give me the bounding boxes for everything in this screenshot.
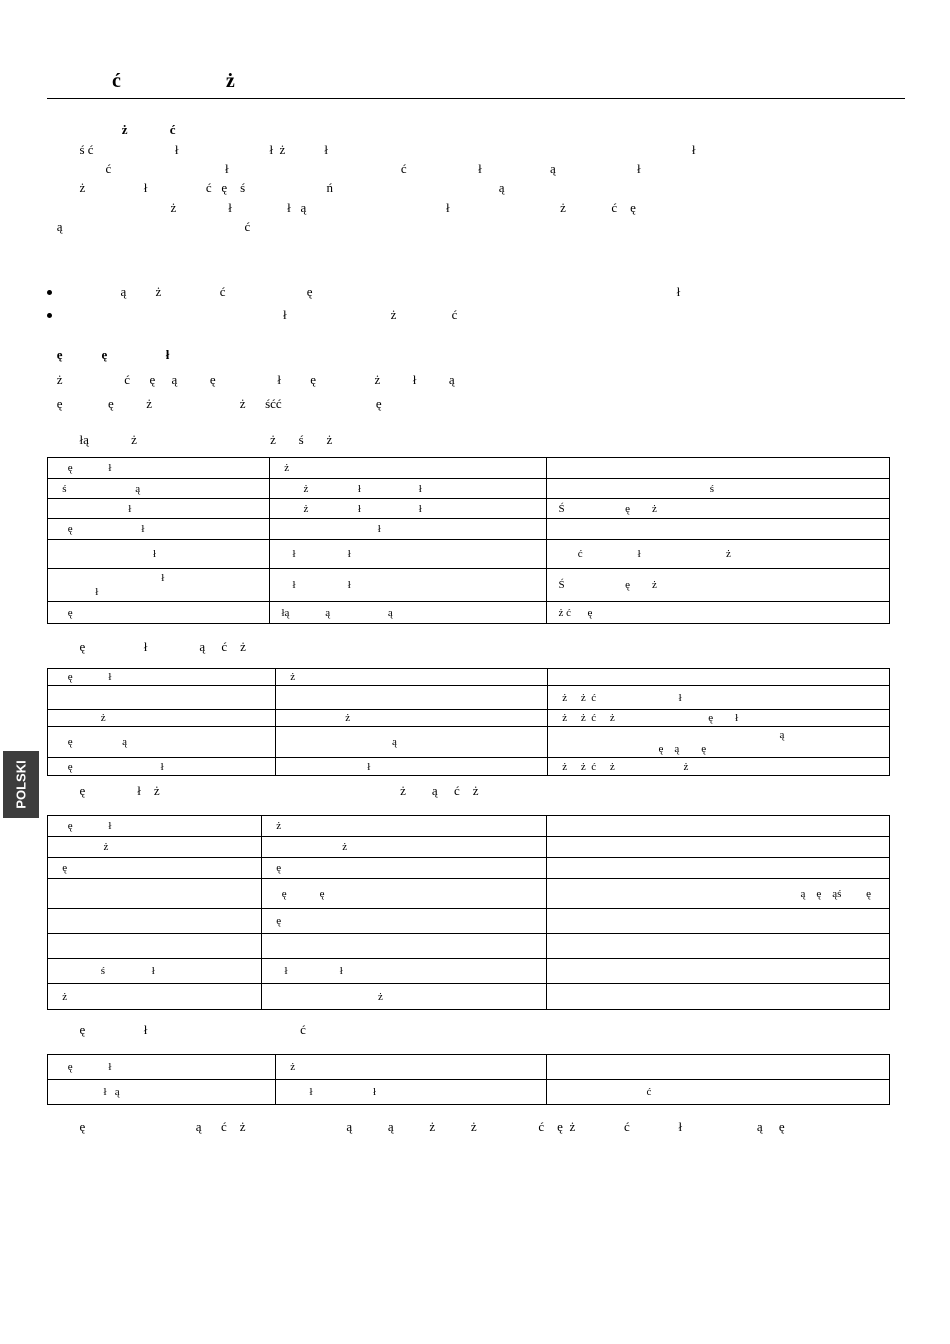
table-cell: ę [48, 858, 262, 879]
table-cell: ą ę ąś ę [547, 879, 890, 909]
table-cell: ś ą [48, 479, 270, 499]
table-cell [48, 934, 262, 959]
table-cell [547, 909, 890, 934]
table-row [48, 499, 890, 519]
table-row [48, 837, 890, 858]
bullet-dot-icon [47, 313, 52, 318]
table-cell [48, 686, 276, 710]
intro-heading: ż ć [47, 122, 176, 137]
table-cell: ł ł [48, 569, 270, 602]
table-cell: ę ł [48, 1055, 276, 1080]
table-cell: ł [270, 519, 547, 540]
table-cell [547, 858, 890, 879]
table-cell: ż ć ę [547, 602, 890, 624]
table-row [48, 758, 890, 776]
intro-line: ą ć [47, 219, 251, 234]
bullet-text: ą ż ć ę ł [62, 284, 681, 299]
table-cell: ę [48, 602, 270, 624]
table-cell: ę [262, 858, 547, 879]
section-line: ę ę ż ż śćć ę [47, 396, 382, 411]
table-row [48, 727, 890, 758]
table-cell: ę ł [48, 816, 262, 837]
table-cell: ż [48, 710, 276, 727]
table-cell: ę [262, 909, 547, 934]
table-cell [262, 934, 547, 959]
table-caption: łą ż ż ś ż [47, 432, 333, 447]
table-row [48, 909, 890, 934]
table-cell: ż [276, 669, 548, 686]
table-cell [547, 934, 890, 959]
table-cell [547, 816, 890, 837]
table-cell [547, 458, 890, 479]
section-heading: ę ę ł [47, 347, 170, 362]
data-table [47, 1054, 890, 1105]
table-cell: ł [48, 499, 270, 519]
table-row [48, 710, 890, 727]
table-cell: ą ę ą ę [548, 727, 890, 758]
intro-line: ś ć ł ł ż ł ł [47, 142, 696, 157]
table-cell [48, 909, 262, 934]
table-header-row [48, 669, 890, 686]
table-cell: ł ł [270, 540, 547, 569]
table-cell: ę ę [262, 879, 547, 909]
table-cell: ł ł [276, 1080, 547, 1105]
data-table [47, 668, 890, 776]
table-row [48, 479, 890, 499]
table-cell [276, 686, 548, 710]
intro-line: ż ł ł ą ł ż ć ę [47, 200, 636, 215]
table-cell: ż ł ł [270, 479, 547, 499]
table-header-row [48, 816, 890, 837]
table-cell: ż ż ć ż ę ł [548, 710, 890, 727]
table-cell: ć ł ż [547, 540, 890, 569]
table-cell [48, 879, 262, 909]
table-row [48, 984, 890, 1010]
table-cell: ś [547, 479, 890, 499]
table-cell [547, 837, 890, 858]
table-cell: ż ż ć ż ż [548, 758, 890, 776]
table-cell: ą [276, 727, 548, 758]
table-row [48, 602, 890, 624]
intro-line: ż ł ć ę ś ń ą [47, 180, 505, 195]
table-cell: ł ł [270, 569, 547, 602]
table-cell [547, 1055, 890, 1080]
table-cell: ł ł [262, 959, 547, 984]
table-row [48, 934, 890, 959]
data-table [47, 815, 890, 1010]
table-cell: ż [276, 1055, 547, 1080]
table-cell: ę ł [48, 758, 276, 776]
table-cell: ż [48, 984, 262, 1010]
table-row [48, 686, 890, 710]
table-row [48, 569, 890, 602]
table-header-row [48, 1055, 890, 1080]
table-header-row [48, 458, 890, 479]
intro-line: ć ł ć ł ą ł [47, 161, 641, 176]
table-cell: ł [48, 540, 270, 569]
data-table [47, 457, 890, 624]
table-cell: ż [270, 458, 547, 479]
table-cell: ł [276, 758, 548, 776]
table-cell: ę ł [48, 458, 270, 479]
table-cell: ę ł [48, 519, 270, 540]
table-caption: ę ł ż ż ą ć ż [47, 783, 479, 798]
table-cell [547, 984, 890, 1010]
table-cell: ć [547, 1080, 890, 1105]
footer-note: ę ą ć ż ą ą ż ż ć ę ż ć ł ą ę [47, 1119, 785, 1134]
table-cell: ż [48, 837, 262, 858]
table-row [48, 519, 890, 540]
table-caption: ę ł ć [47, 1022, 306, 1037]
table-cell: ż [262, 837, 547, 858]
language-tab-label: POLSKI [13, 760, 29, 809]
section-line: ż ć ę ą ę ł ę ż ł ą [47, 372, 455, 387]
table-cell: ż ł ł [270, 499, 547, 519]
table-cell: ę ł [48, 669, 276, 686]
table-cell: ł ą [48, 1080, 276, 1105]
table-row [48, 1080, 890, 1105]
language-tab [3, 751, 39, 818]
table-cell: ę ą [48, 727, 276, 758]
table-row [48, 540, 890, 569]
bullet-text: ł ż ć [62, 307, 458, 322]
table-cell: ż [262, 984, 547, 1010]
table-cell [548, 669, 890, 686]
table-cell: ż [262, 816, 547, 837]
table-row [48, 959, 890, 984]
table-cell: ś ł [48, 959, 262, 984]
table-cell: ż ż ć ł [548, 686, 890, 710]
table-cell: Ś ę ż [547, 569, 890, 602]
bullet-dot-icon [47, 290, 52, 295]
table-cell [547, 519, 890, 540]
table-cell [547, 959, 890, 984]
table-cell: łą ą ą [270, 602, 547, 624]
table-row [48, 879, 890, 909]
table-caption: ę ł ą ć ż [47, 639, 246, 654]
table-cell: Ś ę ż [547, 499, 890, 519]
table-cell: ż [276, 710, 548, 727]
page-title: ć ż [47, 70, 905, 99]
table-row [48, 858, 890, 879]
